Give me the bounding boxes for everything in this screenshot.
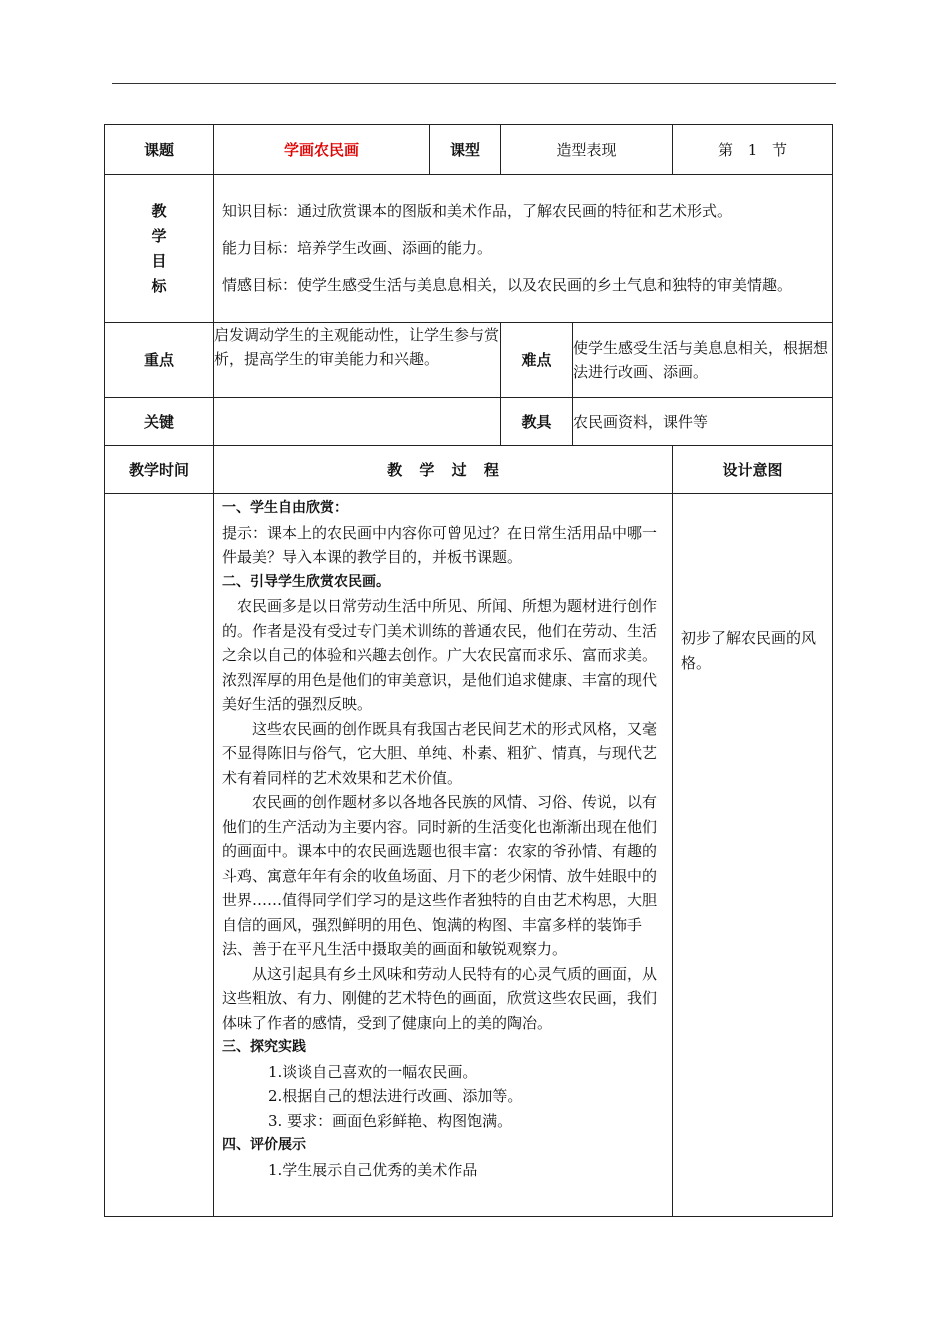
paragraph: 农民画的创作题材多以各地各民族的风情、习俗、传说，以有他们的生产活动为主要内容。同时新的生活变化也渐渐出现在他们的画面中。课本中的农民画选题也很丰富：农家的爷孙情、有趣的斗鸡、寓意年年有余的收鱼场面、月下的老少闲情、放牛娃眼中的世界……值得同学们学习的是这些作者独特的自由艺术构思，大胆自信的画风，强烈鲜明的用色、饱满的构图、丰富多样的装饰手法、善于在平凡生活中摄取美的画面和敏锐观察力。 — [222, 793, 658, 958]
header-rule — [112, 83, 836, 84]
ability-goal — [214, 233, 832, 264]
list-item: 1.谈谈自己喜欢的一幅农民画。 — [268, 1062, 478, 1081]
difficulty-text: 使学生感受生活与美息息相关，根据想法进行改画、添画。 — [573, 323, 833, 398]
focus-label: 重点 — [105, 323, 214, 398]
goal-text: 使学生感受生活与美息息相关，以及农民画的乡土气息和独特的审美情趣。 — [297, 276, 793, 294]
lesson-plan-table — [104, 124, 833, 1217]
focus-row — [105, 323, 833, 398]
time-label: 教学时间 — [105, 446, 214, 494]
section-title: 一、学生自由欣赏： — [222, 500, 348, 516]
focus-text: 启发调动学生的主观能动性，让学生参与赏析，提高学生的审美能力和兴趣。 — [214, 323, 501, 398]
section-title: 三、探究实践 — [222, 1039, 306, 1055]
tools-text: 农民画资料，课件等 — [573, 398, 833, 446]
process-row — [105, 494, 833, 1217]
type-value: 造型表现 — [501, 125, 673, 175]
section-title: 二、引导学生欣赏农民画。 — [222, 573, 390, 590]
topic-title: 学画农民画 — [214, 125, 430, 175]
time-cell — [105, 494, 214, 1217]
goals-content — [214, 175, 833, 323]
design-note: 初步了解农民画的风格。 — [673, 494, 833, 1217]
tools-label: 教具 — [501, 398, 573, 446]
difficulty-label: 难点 — [501, 323, 573, 398]
paragraph: 从这引起具有乡土风味和劳动人民特有的心灵气质的画面，从这些粗放、有力、刚健的艺术特色的画面，欣赏这些农民画，我们体味了作者的感情，受到了健康向上的美的陶冶。 — [222, 964, 658, 1032]
process-content — [214, 494, 673, 1217]
goal-label: 情感目标： — [222, 276, 298, 294]
list-item: 2.根据自己的想法进行改画、添加等。 — [268, 1087, 523, 1105]
process-header-row — [105, 446, 833, 494]
goal-text: 培养学生改画、添画的能力。 — [297, 239, 493, 257]
section-number: 第 1 节 — [673, 125, 833, 175]
knowledge-goal — [214, 196, 832, 227]
paragraph: 农民画多是以日常劳动生活中所见、所闻、所想为题材进行创作的。作者是没有受过专门美术训练的普通农民，他们在劳动、生活之余以自己的体验和兴趣去创作。广大农民富而求乐、富而求美。浓烈浑厚的用色是他们的审美意识，是他们追求健康、丰富的现代美好生活的强烈反映。 — [222, 597, 658, 713]
design-label: 设计意图 — [673, 446, 833, 494]
key-text — [214, 398, 501, 446]
goal-text: 通过欣赏课本的图版和美术作品，了解农民画的特征和艺术形式。 — [297, 202, 733, 220]
key-label: 关键 — [105, 398, 214, 446]
topic-row — [105, 125, 833, 175]
process-label: 教 学 过 程 — [214, 446, 673, 494]
emotion-goal — [214, 270, 832, 301]
key-row — [105, 398, 833, 446]
goals-row — [105, 175, 833, 323]
section-title: 四、评价展示 — [222, 1137, 306, 1153]
type-label: 课型 — [430, 125, 501, 175]
goals-label-cell — [105, 175, 214, 323]
paragraph: 提示：课本上的农民画中内容你可曾见过？在日常生活用品中哪一件最美？导入本课的教学目的，并板书课题。 — [222, 523, 658, 566]
list-item: 1.学生展示自己优秀的美术作品 — [268, 1160, 478, 1179]
paragraph: 这些农民画的创作既具有我国古老民间艺术的形式风格，又毫不显得陈旧与俗气，它大胆、单纯、朴素、粗犷、情真，与现代艺术有着同样的艺术效果和艺术价值。 — [222, 719, 658, 787]
goals-label: 教学目标 — [151, 201, 167, 295]
list-item: 3. 要求：画面色彩鲜艳、构图饱满。 — [268, 1111, 513, 1130]
goal-label: 能力目标： — [222, 239, 298, 257]
topic-label: 课题 — [105, 125, 214, 175]
goal-label: 知识目标： — [222, 202, 298, 220]
